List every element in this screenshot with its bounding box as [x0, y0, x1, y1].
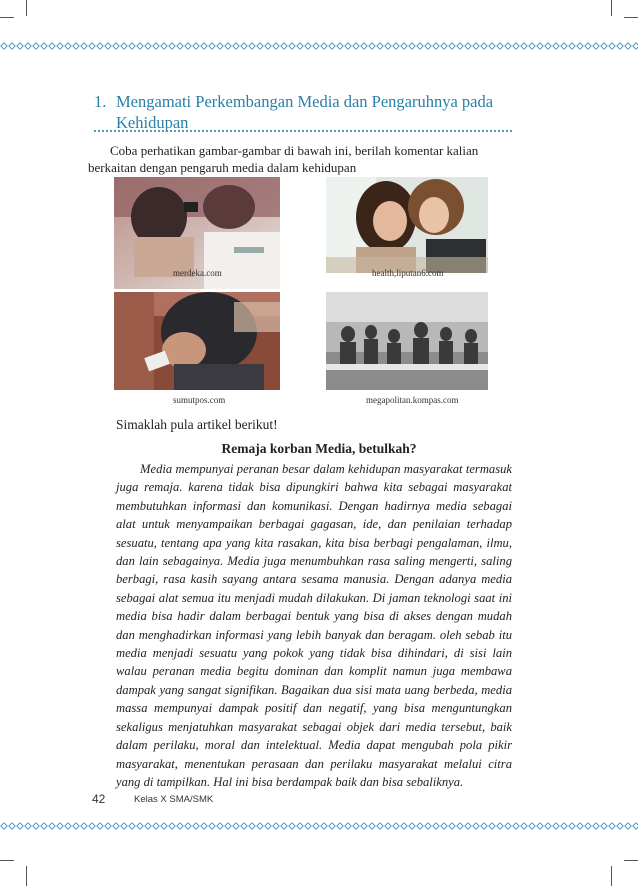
photo-children-with-gadgets: [326, 292, 488, 390]
intro-line-2: berkaitan dengan pengaruh media dalam kehidupan: [88, 160, 357, 175]
dotted-divider: [94, 130, 512, 132]
photo-person-with-phone: [114, 292, 280, 390]
section-title: Mengamati Perkembangan Media dan Pengaruhnya pada Kehidupan: [116, 92, 494, 132]
page-number: 42: [92, 792, 106, 806]
photo-caption-4: megapolitan.kompas.com: [366, 395, 459, 405]
article-body: Media mempunyai peranan besar dalam kehidupan masyarakat termasuk juga remaja. karena tidak bisa dipungkiri bahwa kita sebagai masyarakat membutuhkan informasi dan komunikasi. Dengan hadirnya media sebagai alat untuk menyampaikan berbagai gagasan, ide, dan penilaian terhadap sesuatu, tentang apa yang kita rasakan, kita bisa berbagi pengalaman, ilmu, dan lain sebagainya. Media juga menumbuhkan rasa saling mengerti, saling berbagi, rasa kasih sayang antara sesama manusia. Dengan adanya media sebagai alat semua itu menjadi mudah dilakukan. Di jaman teknologi saat ini media bisa hadir dalam berbagai bentuk yang bisa di akses dengan mudah dan menghadirkan informasi yang lebih banyak dan beragam. oleh sebab itu media menjadi sesuatu yang pokok yang tidak bisa dihindari, di sisi lain walau peranan media begitu dominan dan komplit namun juga membawa dampak yang sangat signifikan. Bagaikan dua sisi mata uang berbeda, media massa mempunyai dampak positif dan negatif, yang bisa menguntungkan sekaligus menjatuhkan masyarakat sebagai objek dari media tersebut, baik dalam perilaku, moral dan intelektual. Media dapat mengubah pola pikir masyarakat, menentukan perasaan dan perilaku masyarakat melalui citra yang di tampilkan. Hal ini bisa berdampak baik dan bisa sebaliknya.: [116, 462, 512, 789]
footer-book-title: Kelas X SMA/SMK: [134, 794, 214, 805]
intro-paragraph: [88, 142, 512, 176]
crop-mark-tl-v: [26, 0, 27, 16]
bottom-decorative-border: [0, 822, 638, 830]
crop-mark-bl-v: [26, 866, 27, 886]
crop-mark-bl-h: [0, 860, 14, 861]
article-lead: Simaklah pula artikel berikut!: [116, 417, 278, 432]
crop-mark-tr-h: [624, 17, 638, 18]
intro-line-1: Coba perhatikan gambar-gambar di bawah ini, berilah komentar kalian: [110, 143, 479, 158]
photo-caption-3: sumutpos.com: [173, 395, 226, 405]
article-title: Remaja korban Media, betulkah?: [221, 441, 417, 456]
photo-caption-1: merdeka.com: [173, 268, 222, 278]
crop-mark-tl-h: [0, 17, 14, 18]
top-decorative-border: [0, 42, 638, 50]
crop-mark-br-v: [611, 866, 612, 886]
crop-mark-tr-v: [611, 0, 612, 16]
section-number: 1.: [94, 92, 107, 111]
crop-mark-br-h: [624, 860, 638, 861]
photo-mother-daughter-laptop: [326, 177, 488, 273]
photo-caption-2: health,liputan6.com: [372, 268, 444, 278]
